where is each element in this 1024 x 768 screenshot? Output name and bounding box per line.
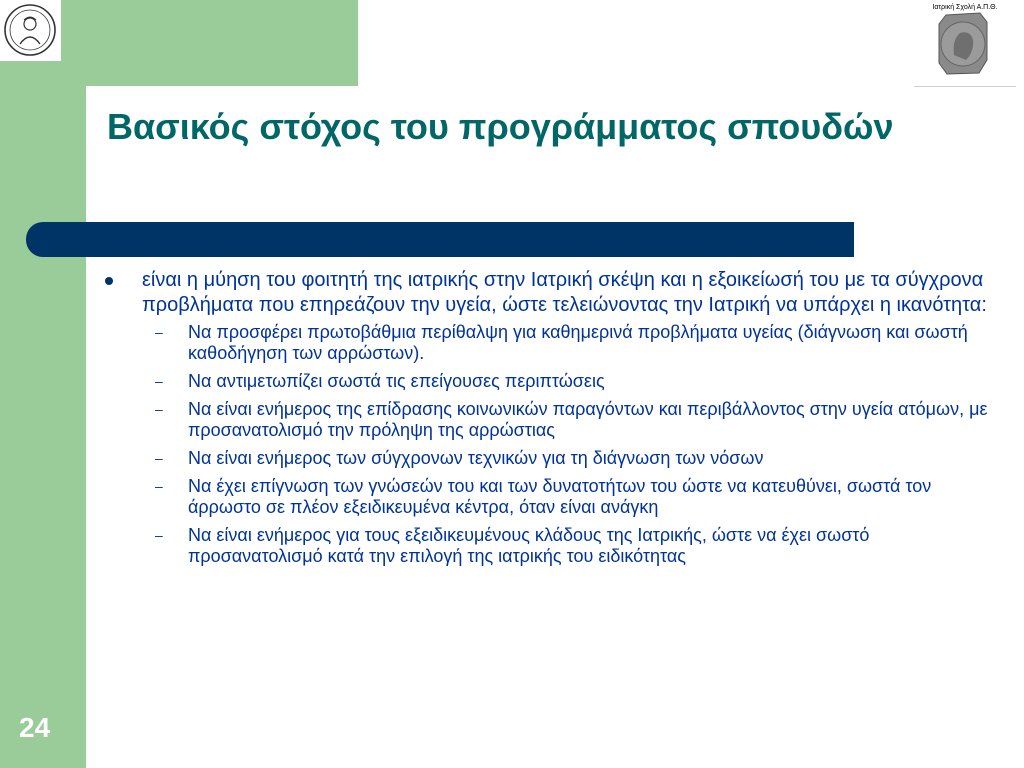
dash-icon: – [155, 450, 163, 466]
university-emblem [0, 0, 61, 61]
dash-icon: – [155, 401, 163, 417]
list-item-text: Να είναι ενήμερος των σύγχρονων τεχνικών για τη διάγνωση των νόσων [188, 448, 764, 468]
list-item [105, 399, 990, 441]
dash-icon: – [155, 324, 163, 340]
list-item [105, 476, 990, 518]
list-item-text: Να έχει επίγνωση των γνώσεών του και των δυνατοτήτων του ώστε να κατευθύνει, σωστά τον άρρωστο σε πλέον εξειδικευμένα κέντρα, όταν είναι ανάγκη [188, 476, 932, 517]
title-divider-bar [26, 222, 854, 257]
slide-title: Βασικός στόχος του προγράμματος σπουδών [107, 106, 894, 147]
list-item-text: Να είναι ενήμερος για τους εξειδικευμένους κλάδους της Ιατρικής, ώστε να έχει σωστό προσανατολισμό κατά την επιλογή της ιατρικής του ειδικότητας [188, 525, 870, 566]
medical-school-emblem [914, 0, 1016, 87]
list-item-text: Να προσφέρει πρωτοβάθμια περίθαλψη για καθημερινά προβλήματα υγείας (διάγνωση και σωστή καθοδήγηση των αρρώστων). [188, 322, 968, 363]
sub-list [105, 322, 990, 567]
list-item-text: Να είναι ενήμερος της επίδρασης κοινωνικών παραγόντων και περιβάλλοντος στην υγεία ατόμων, με προσανατολισμό την πρόληψη της αρρώστιας [188, 399, 988, 440]
list-item-text: Να αντιμετωπίζει σωστά τις επείγουσες περιπτώσεις [188, 371, 605, 391]
list-item [105, 525, 990, 567]
page-number: 24 [19, 712, 51, 743]
bullet-dot-icon [105, 277, 113, 285]
main-bullet-text: είναι η μύηση του φοιτητή της ιατρικής στην Ιατρική σκέψη και η εξοικείωσή του με τα σύγχρονα προβλήματα που επηρεάζουν την υγεία, ώστε τελειώνοντας την Ιατρική να υπάρχει η ικανότητα: [142, 269, 987, 316]
dash-icon: – [155, 478, 163, 494]
emblem-caption: Ιατρική Σχολή Α.Π.Θ. [932, 4, 998, 11]
dash-icon: – [155, 373, 163, 389]
dash-icon: – [155, 527, 163, 543]
list-item [105, 371, 990, 392]
green-left-band [0, 0, 86, 768]
slide-content [105, 268, 990, 574]
hippocrates-medallion-icon [914, 0, 1016, 86]
list-item [105, 322, 990, 364]
main-bullet [105, 268, 990, 318]
list-item [105, 448, 990, 469]
university-emblem-icon [0, 0, 61, 61]
